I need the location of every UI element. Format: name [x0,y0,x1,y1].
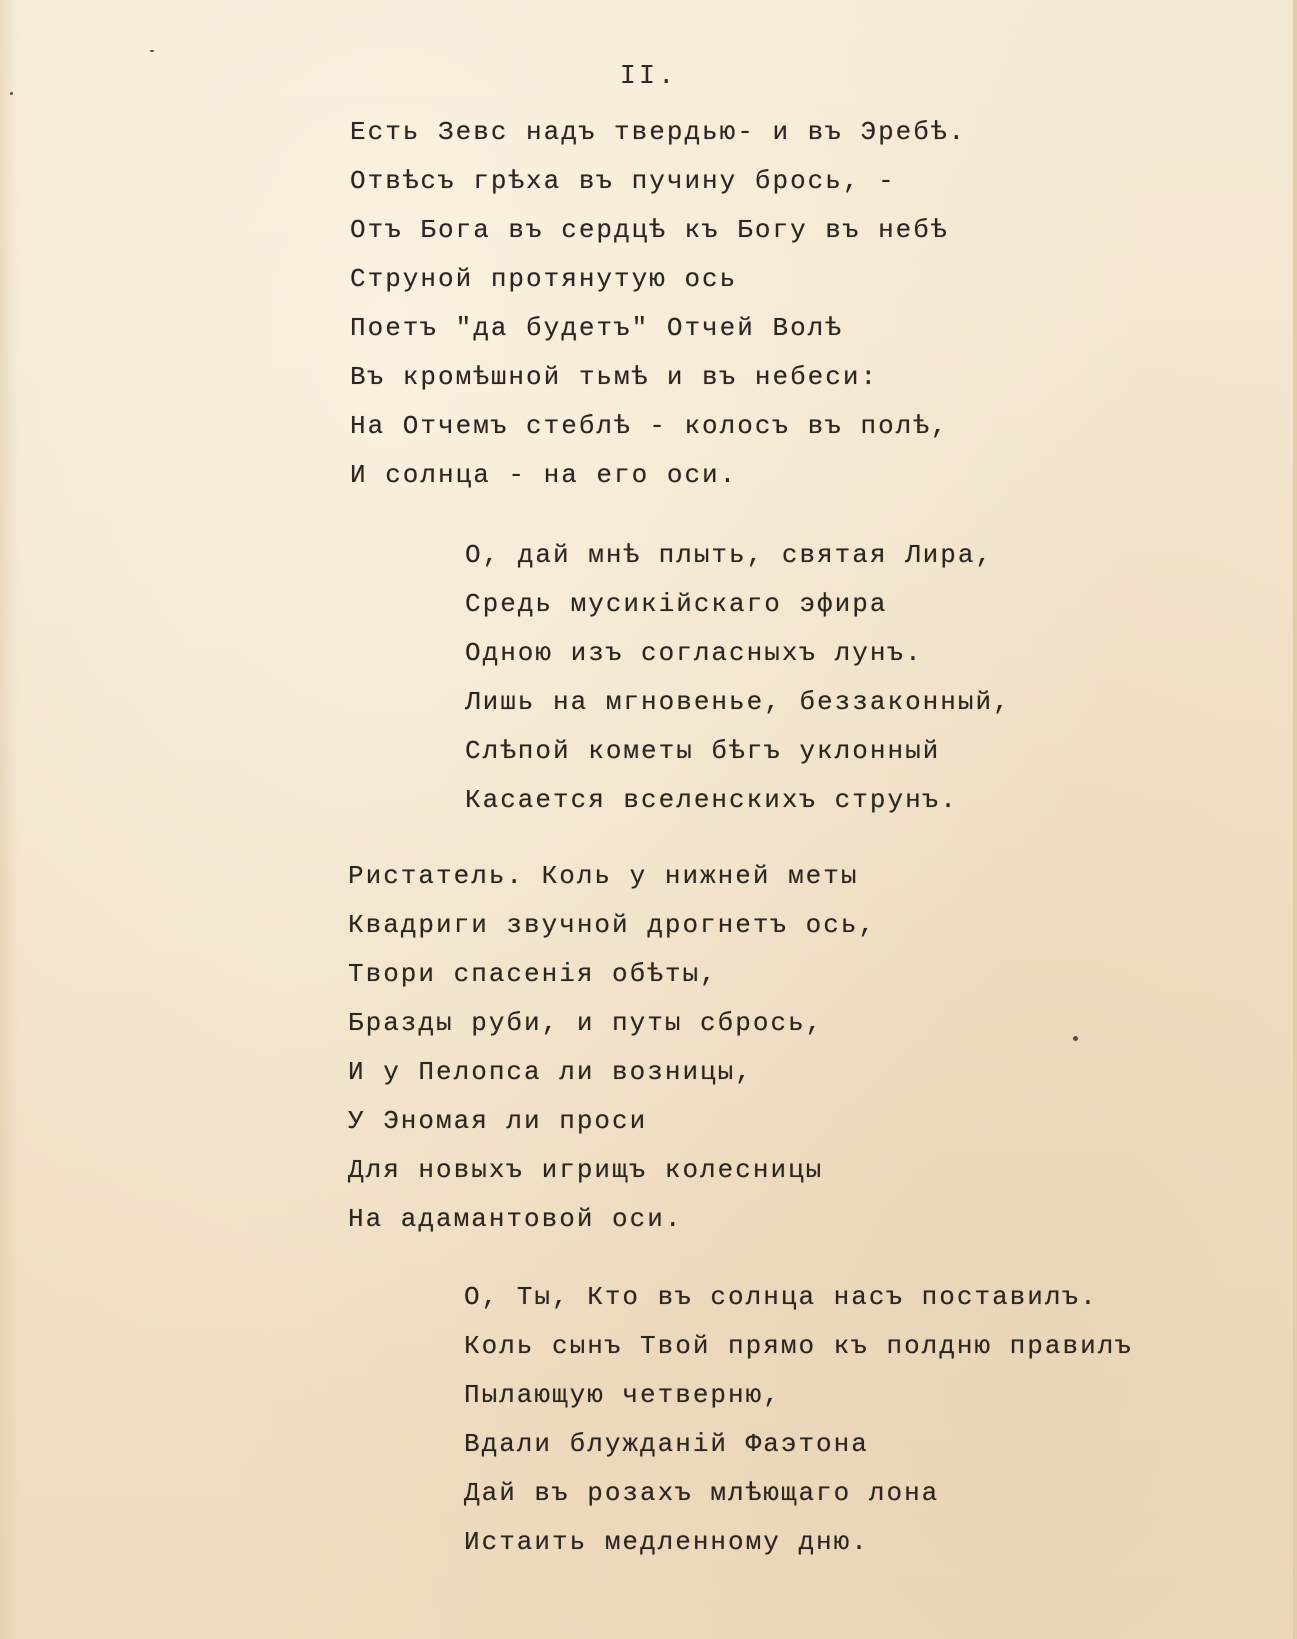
verse-line: Ристатель. Коль у нижней меты [348,861,859,891]
verse-line: Пылающую четверню, [464,1380,781,1410]
verse-line: У Эномая ли проси [348,1106,648,1136]
verse-line: Поетъ "да будетъ" Отчей Волѣ [350,313,843,343]
verse-line: Есть Зевс надъ твердью- и въ Эребѣ. [350,117,967,147]
ink-speck [10,92,13,95]
verse-line: Бразды руби, и путы сбрось, [348,1008,824,1038]
verse-line: И солнца - на его оси. [350,460,738,490]
stanza-4 [464,1273,1133,1567]
verse-line: Одною изъ согласныхъ лунъ. [465,638,923,668]
verse-line: Въ кромѣшной тьмѣ и въ небеси: [350,362,879,392]
verse-line: Струной протянутую ось [350,264,738,294]
section-number: II. [619,62,678,92]
verse-line: Отвѣсъ грѣха въ пучину брось, - [350,166,896,196]
ink-speck [150,50,154,52]
verse-line: И у Пелопса ли возницы, [348,1057,753,1087]
verse-line: Истаить медленному дню. [464,1527,869,1557]
verse-line: Лишь на мгновенье, беззаконный, [465,687,1011,717]
stanza-3 [348,852,876,1244]
verse-line: Касается вселенскихъ струнъ. [465,785,958,815]
stanza-1 [350,108,966,500]
verse-line: На адамантовой оси. [348,1204,683,1234]
verse-line: Слѣпой кометы бѣгъ уклонный [465,736,941,766]
paper-edge-shade [0,0,18,1639]
verse-line: Квадриги звучной дрогнетъ ось, [348,910,877,940]
verse-line: На Отчемъ стеблѣ - колосъ въ полѣ, [350,411,949,441]
verse-line: Средь мусикійскаго эфира [465,589,888,619]
verse-line: Вдали блужданій Фаэтона [464,1429,869,1459]
verse-line: О, дай мнѣ плыть, святая Лира, [465,540,994,570]
verse-line: Коль сынъ Твой прямо къ полдню правилъ [464,1331,1133,1361]
verse-line: Отъ Бога въ сердцѣ къ Богу въ небѣ [350,215,949,245]
verse-line: Для новыхъ игрищъ колесницы [348,1155,824,1185]
verse-line: О, Ты, Кто въ солнца насъ поставилъ. [464,1282,1098,1312]
ink-speck [1073,1036,1078,1041]
verse-line: Твори спасенія обѣты, [348,959,718,989]
verse-line: Дай въ розахъ млѣющаго лона [464,1478,940,1508]
stanza-2 [465,531,1011,825]
